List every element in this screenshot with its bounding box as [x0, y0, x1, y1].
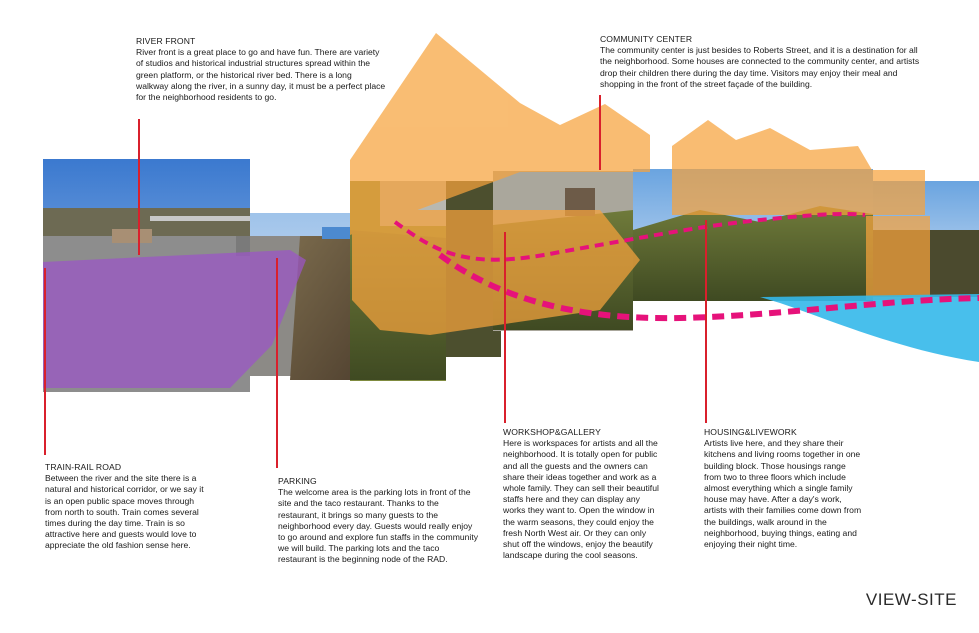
annotation-body: The welcome area is the parking lots in front of the site and the taco restaurant. Thanks to the restaurant, it brings so many guests to the neighborhood every day. Guests would really enjoy to go around and explore fun staffs in the community we will build. The parking lots and the taco restaurant is the beginning node of the RAD.: [278, 487, 479, 565]
annotation-parking: [278, 476, 478, 566]
annotation-title: COMMUNITY CENTER: [600, 34, 693, 44]
annotation-community-center: [600, 34, 930, 90]
annotation-river-front: [136, 36, 386, 103]
annotation-title: WORKSHOP&GALLERY: [503, 427, 601, 437]
annotation-title: TRAIN-RAIL ROAD: [45, 462, 122, 472]
annotation-train-rail-road: [45, 462, 210, 552]
annotation-body: Here is workspaces for artists and all the neighborhood. It is totally open for public and all the guests and the owners can share their ideas together and work as a whole family. They can sell their beautiful staffs here and they can display any works they want to. Open the window in the warm seasons, they could enjoy the fresh North West air. Or they can only shut off the windows, enjoy the beautify landscape during the cool seasons.: [503, 438, 659, 561]
annotation-title: HOUSING&LIVEWORK: [704, 427, 797, 437]
annotation-workshop-gallery: [503, 427, 663, 561]
view-title: VIEW-SITE: [865, 590, 957, 609]
annotation-body: Artists live here, and they share their kitchens and living rooms together in one building block. Those housings range from two to three floors which include almost everything which a single family house may have. After a day's work, artists with their families come down from the buildings, walk around in the neighborhood, buying things, eating and enjoying their night time.: [704, 438, 862, 550]
annotation-body: River front is a great place to go and have fun. There are variety of studios and historical industrial structures spread within the green platform, or the historical river bed. There is a long walkway along the river, in a sunny day, it must be a perfect place for the neighborhood residents to go.: [136, 47, 386, 103]
annotation-body: Between the river and the site there is a natural and historical corridor, or we say it is an open public space moves through from north to south. Train comes several times during the day time. Train is so attractive here and guests would love to appreciate the old fashion sense here.: [45, 473, 204, 551]
annotation-title: PARKING: [278, 476, 317, 486]
annotation-title: RIVER FRONT: [136, 36, 196, 46]
annotation-body: The community center is just besides to Roberts Street, and it is a destination for all the neighborhood. Some houses are connected to the community center, and artists drop their children there during the day time. Visitors may enjoy their meal and shopping in the front of the street façade of the building.: [600, 45, 920, 89]
annotation-housing-livework: [704, 427, 864, 550]
